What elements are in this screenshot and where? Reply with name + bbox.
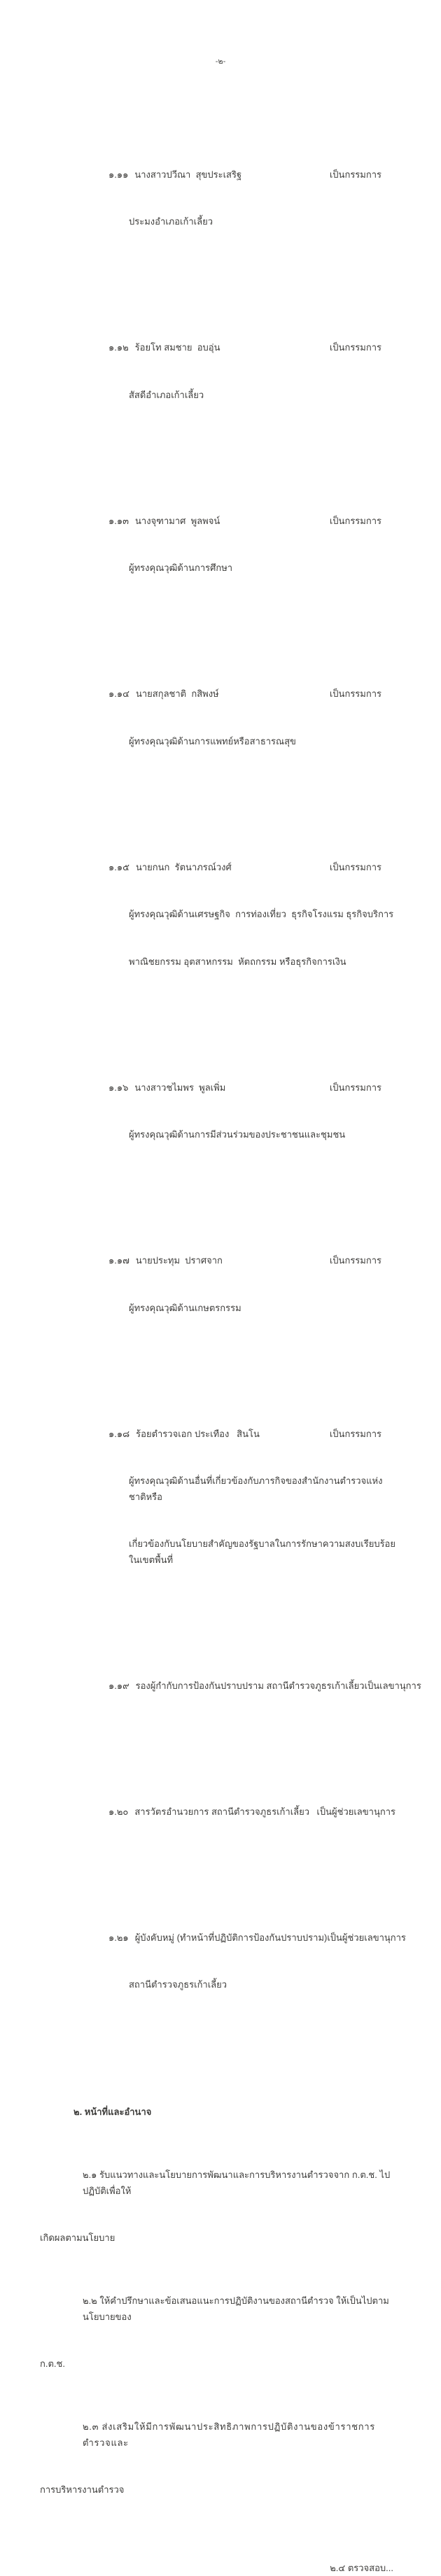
- committee-list: [108, 88, 421, 2072]
- item-role: เป็นกรรมการ: [329, 515, 382, 526]
- paragraph-line: เกิดผลตามนโยบาย: [40, 2232, 115, 2243]
- list-item: [108, 1049, 396, 1175]
- list-item: [108, 1899, 406, 2025]
- item-name: รองผู้กำกับการป้องกันปราบปราม สถานีตำรวจภูธรเก้าเลี้ยว: [135, 1680, 365, 1691]
- item-number: ๑.๑๘: [108, 1428, 130, 1439]
- item-detail: เกี่ยวข้องกับนโยบายสำคัญของรัฐบาลในการรักษาความสงบเรียบร้อยในเขตพื้นที่: [129, 1538, 396, 1565]
- item-number: ๑.๒๑: [108, 1932, 129, 1943]
- item-detail: ผู้ทรงคุณวุฒิด้านอื่นที่เกี่ยวข้องกับภารกิจของสำนักงานตำรวจแห่งชาติหรือ: [129, 1475, 383, 1502]
- item-detail: ผู้ทรงคุณวุฒิด้านเกษตรกรรม: [129, 1302, 241, 1313]
- list-item: [108, 1222, 396, 1347]
- item-number: ๑.๑๑: [108, 169, 129, 180]
- item-name: ร้อยตำรวจเอก ประเทือง สินโน: [136, 1428, 260, 1439]
- list-item: [108, 136, 396, 262]
- page-number: -๒-: [215, 57, 226, 66]
- paragraph-line: การบริหารงานตำรวจ: [40, 2484, 125, 2495]
- item-number: ๑.๑๙: [108, 1680, 130, 1691]
- item-detail: ผู้ทรงคุณวุฒิด้านการศึกษา: [129, 562, 233, 573]
- item-name: ร้อยโท สมชาย อบอุ่น: [134, 342, 220, 353]
- item-number: ๑.๑๗: [108, 1255, 130, 1266]
- item-number: ๑.๑๓: [108, 515, 130, 526]
- item-name: นายกนก รัตนาภรณ์วงศ์: [135, 861, 232, 872]
- item-detail: ผู้ทรงคุณวุฒิด้านการมีส่วนร่วมของประชาชนและชุมชน: [129, 1129, 346, 1140]
- item-detail: สัสดีอำเภอเก้าเลี้ยว: [129, 389, 204, 400]
- item-role: เป็นกรรมการ: [329, 1428, 382, 1439]
- list-item: [108, 655, 396, 781]
- paragraph-line: ๒.๓ ส่งเสริมให้มีการพัฒนาประสิทธิภาพการปฏิบัติงานของข้าราชการตำรวจและ: [83, 2421, 375, 2448]
- list-item: [108, 309, 396, 434]
- paragraph-line: ก.ต.ช.: [40, 2358, 65, 2369]
- item-detail: ผู้ทรงคุณวุฒิด้านเศรษฐกิจ การท่องเที่ยว ธุรกิจโรงแรม ธุรกิจบริการ: [129, 909, 394, 919]
- item-role: เป็นผู้ช่วยเลขานุการ: [316, 1806, 396, 1817]
- item-role: เป็นกรรมการ: [329, 342, 382, 353]
- item-name: นางจุฑามาศ พูลพจน์: [135, 515, 220, 526]
- list-item: [108, 482, 396, 608]
- item-number: ๑.๑๖: [108, 1082, 129, 1093]
- item-detail: ประมงอำเภอเก้าเลี้ยว: [129, 216, 214, 227]
- section-duties: [40, 2073, 399, 2530]
- list-item: [108, 828, 396, 1002]
- item-role: เป็นกรรมการ: [329, 688, 382, 699]
- item-role: เป็นกรรมการ: [329, 169, 382, 180]
- item-detail: ผู้ทรงคุณวุฒิด้านการแพทย์หรือสาธารณสุข: [129, 735, 296, 746]
- item-role: เป็นกรรมการ: [329, 1255, 382, 1266]
- item-name: นางสาวปวีณา สุขประเสริฐ: [134, 169, 242, 180]
- item-number: ๑.๒๐: [108, 1806, 129, 1817]
- item-role: เป็นกรรมการ: [329, 1082, 382, 1093]
- list-item: [108, 1773, 396, 1852]
- item-name: นางสาวชไมพร พูลเพิ่ม: [134, 1082, 226, 1093]
- item-name: นายประทุม ปราศจาก: [135, 1255, 223, 1266]
- item-number: ๑.๑๒: [108, 342, 129, 353]
- item-role: เป็นผู้ช่วยเลขานุการ: [327, 1932, 406, 1943]
- continuation-marker: ๒.๔ ตรวจสอบ...: [330, 2562, 393, 2573]
- list-item: [108, 1395, 396, 1600]
- paragraph-line: ๒.๒ ให้คำปรึกษาและข้อเสนอแนะการปฏิบัติงานของสถานีตำรวจ ให้เป็นไปตามนโยบายของ: [83, 2295, 389, 2322]
- item-detail: พาณิชยกรรม อุตสาหกรรม หัตถกรรม หรือธุรกิจการเงิน: [129, 956, 346, 967]
- item-name: สารวัตรอำนวยการ สถานีตำรวจภูธรเก้าเลี้ยว: [134, 1806, 310, 1817]
- item-role: เป็นกรรมการ: [329, 861, 382, 872]
- item-number: ๑.๑๕: [108, 861, 130, 872]
- item-detail: สถานีตำรวจภูธรเก้าเลี้ยว: [129, 1979, 227, 1990]
- item-role: เป็นเลขานุการ: [364, 1680, 421, 1691]
- item-name: นายสกุลชาติ กสิพงษ์: [135, 688, 219, 699]
- list-item: [108, 1647, 421, 1726]
- item-number: ๑.๑๔: [108, 688, 130, 699]
- paragraph-line: ๒.๑ รับแนวทางและนโยบายการพัฒนาและการบริหารงานตำรวจจาก ก.ต.ช. ไปปฏิบัติเพื่อให้: [83, 2170, 391, 2196]
- item-name: ผู้บังคับหมู่ (ทำหน้าที่ปฏิบัติการป้องกันปราบปราม): [134, 1932, 328, 1943]
- section-heading: ๒. หน้าที่และอำนาจ: [74, 2107, 152, 2117]
